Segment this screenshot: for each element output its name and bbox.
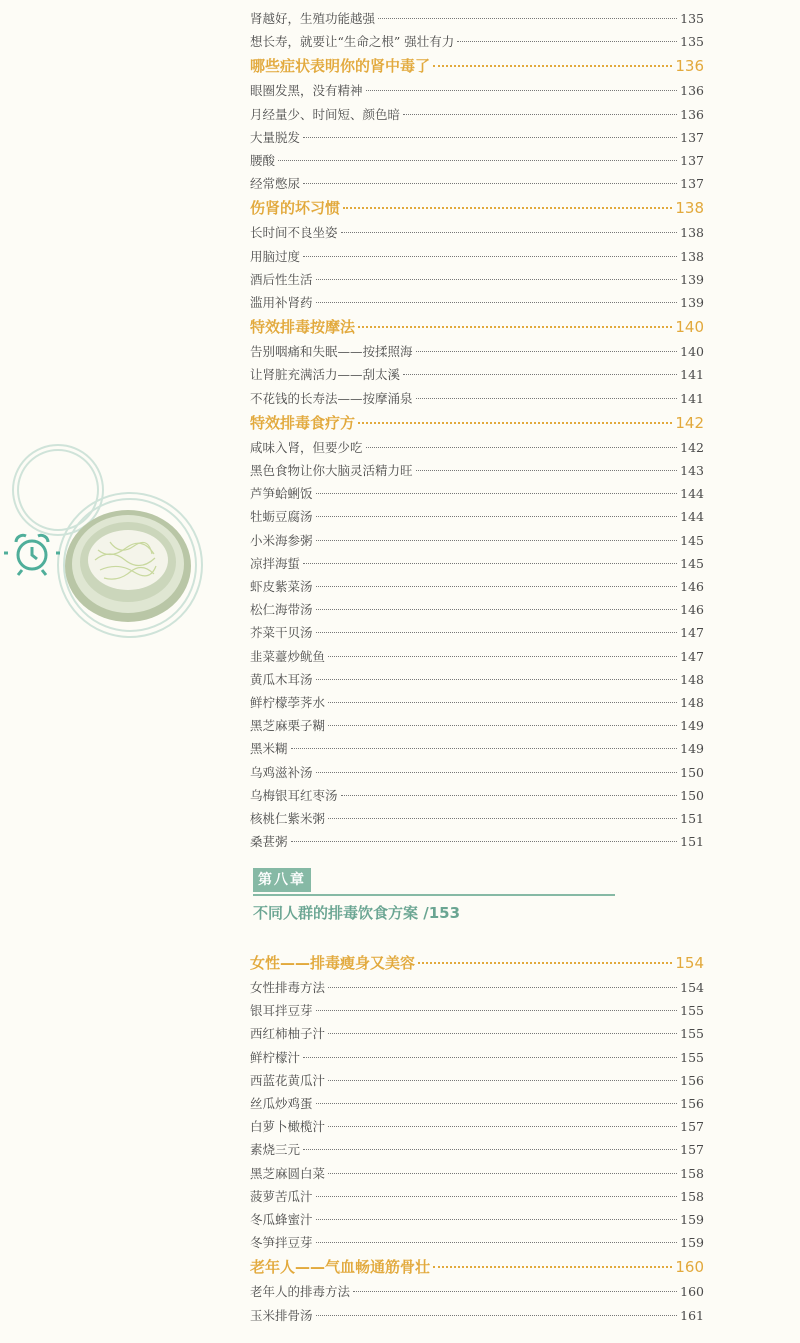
- dot-leader: [316, 302, 678, 303]
- dot-leader: [303, 256, 677, 257]
- dot-leader: [316, 609, 678, 610]
- entry-title: 黑芝麻栗子糊: [250, 718, 326, 734]
- entry-title: 月经量少、时间短、颜色暗: [250, 106, 401, 122]
- entry-title: 芦笋蛤蜊饭: [250, 486, 313, 502]
- page-number: 137: [680, 129, 704, 145]
- page-number: 150: [680, 787, 704, 803]
- toc-entry[interactable]: [250, 1208, 704, 1231]
- dot-leader: [316, 1196, 678, 1197]
- entry-title: 松仁海带汤: [250, 602, 313, 618]
- page-number: 147: [680, 648, 704, 664]
- entry-title: 芥菜干贝汤: [250, 625, 313, 641]
- entry-title: 让肾脏充满活力——刮太溪: [250, 367, 401, 383]
- dot-leader: [378, 18, 677, 19]
- entry-title: 鲜柠檬汁: [250, 1049, 301, 1065]
- toc-entry[interactable]: [250, 1162, 704, 1185]
- dot-leader: [316, 679, 678, 680]
- toc-entry[interactable]: [250, 529, 704, 552]
- chapter-rule: [253, 894, 615, 896]
- page-number: 147: [680, 625, 704, 641]
- toc-entry[interactable]: [250, 340, 704, 363]
- page-number: 156: [680, 1096, 704, 1111]
- entry-title: 黑色食物让你大脑灵活精力旺: [250, 463, 413, 478]
- page-number: 151: [680, 834, 704, 850]
- dot-leader: [328, 987, 677, 988]
- toc-entry[interactable]: [250, 999, 704, 1022]
- toc-entry[interactable]: [250, 668, 704, 691]
- toc-section[interactable]: [250, 1254, 704, 1280]
- dot-leader: [343, 207, 672, 209]
- toc-entry[interactable]: [250, 714, 704, 737]
- dot-leader: [341, 795, 678, 796]
- page-number: 149: [680, 718, 704, 734]
- page-number: 144: [680, 486, 704, 502]
- entry-title: 乌梅银耳红枣汤: [250, 787, 338, 803]
- dot-leader: [358, 422, 672, 424]
- entry-title: 不花钱的长寿法——按摩涌泉: [250, 390, 413, 406]
- dot-leader: [316, 1242, 678, 1243]
- page-number: 160: [675, 1258, 704, 1277]
- toc-entry[interactable]: [250, 552, 704, 575]
- page-number: 154: [680, 980, 704, 995]
- page-number: 141: [680, 390, 704, 406]
- dot-leader: [433, 1266, 672, 1268]
- entry-title: 桑葚粥: [250, 834, 288, 850]
- page-number: 159: [680, 1212, 704, 1227]
- page-number: 137: [680, 176, 704, 192]
- toc-entry[interactable]: [250, 30, 704, 53]
- page-number: 135: [680, 11, 704, 26]
- page-number: 136: [680, 83, 704, 99]
- entry-title: 韭菜薹炒鱿鱼: [250, 648, 326, 664]
- entry-title: 菠萝苦瓜汁: [250, 1188, 313, 1204]
- dot-leader: [316, 1010, 678, 1011]
- page-number: 158: [680, 1188, 704, 1204]
- entry-title: 黄瓜木耳汤: [250, 671, 313, 687]
- dot-leader: [457, 41, 677, 42]
- dot-leader: [416, 351, 678, 352]
- dot-leader: [303, 183, 677, 184]
- dot-leader: [316, 1219, 678, 1220]
- entry-title: 想长寿，就要让“生命之根” 强壮有力: [250, 34, 455, 50]
- dot-leader: [303, 137, 677, 138]
- toc-entry[interactable]: [250, 784, 704, 807]
- dot-leader: [418, 962, 672, 964]
- dot-leader: [403, 374, 677, 375]
- page-number: 142: [675, 413, 704, 432]
- dot-leader: [328, 725, 677, 726]
- dot-leader: [316, 1315, 678, 1316]
- dot-leader: [358, 326, 672, 328]
- entry-title: 白萝卜橄榄汁: [250, 1119, 326, 1135]
- dot-leader: [328, 1080, 677, 1081]
- plate-of-shredded-cabbage: [65, 510, 191, 622]
- entry-title: 黑芝麻圆白菜: [250, 1165, 326, 1181]
- entry-title: 核桃仁紫米粥: [250, 811, 326, 826]
- toc-entry[interactable]: [250, 126, 704, 149]
- dot-leader: [316, 540, 678, 541]
- page-number: 146: [680, 579, 704, 594]
- page-number: 146: [680, 602, 704, 618]
- dot-leader: [328, 1033, 677, 1034]
- entry-title: 丝瓜炒鸡蛋: [250, 1096, 313, 1111]
- dot-leader: [328, 1126, 677, 1127]
- toc-entry[interactable]: [250, 245, 704, 268]
- page-number: 155: [680, 1026, 704, 1042]
- entry-title: 小米海参粥: [250, 532, 313, 548]
- dot-leader: [303, 1149, 677, 1150]
- dot-leader: [433, 65, 672, 67]
- section-title: 老年人——气血畅通筋骨壮: [250, 1258, 431, 1277]
- dot-leader: [316, 1103, 678, 1104]
- toc-entry[interactable]: [250, 1138, 704, 1161]
- page-number: 142: [680, 439, 704, 455]
- toc-entry[interactable]: [250, 1304, 704, 1327]
- toc-entry[interactable]: [250, 1115, 704, 1138]
- entry-title: 老年人的排毒方法: [250, 1284, 351, 1300]
- dot-leader: [278, 160, 677, 161]
- page-number: 155: [680, 1003, 704, 1019]
- toc-entry[interactable]: [250, 149, 704, 172]
- page-number: 145: [680, 555, 704, 571]
- page-number: 155: [680, 1049, 704, 1065]
- entry-title: 玉米排骨汤: [250, 1307, 313, 1323]
- dot-leader: [316, 493, 678, 494]
- dot-leader: [403, 114, 677, 115]
- entry-title: 牡蛎豆腐汤: [250, 509, 313, 525]
- entry-title: 腰酸: [250, 153, 276, 168]
- entry-title: 肾越好，生殖功能越强: [250, 11, 376, 26]
- page-number: 136: [680, 106, 704, 122]
- page-number: 160: [680, 1284, 704, 1300]
- toc-entry[interactable]: [250, 79, 704, 102]
- page-number: 148: [680, 671, 704, 687]
- chapter-title: 不同人群的排毒饮食方案 /153: [253, 904, 461, 922]
- entry-title: 眼圈发黑，没有精神: [250, 83, 363, 99]
- section-title: 女性——排毒瘦身又美容: [250, 954, 416, 972]
- toc-entry[interactable]: [250, 645, 704, 668]
- entry-title: 西红柿柚子汁: [250, 1026, 326, 1042]
- toc-entry[interactable]: [250, 807, 704, 830]
- toc-entry[interactable]: [250, 387, 704, 410]
- entry-title: 用脑过度: [250, 248, 301, 264]
- dot-leader: [416, 398, 678, 399]
- section-title: 哪些症状表明你的肾中毒了: [250, 57, 431, 76]
- dot-leader: [366, 447, 678, 448]
- section-title: 特效排毒按摩法: [250, 318, 356, 337]
- entry-title: 冬瓜蜂蜜汁: [250, 1212, 313, 1227]
- dot-leader: [341, 232, 678, 233]
- chapter-badge: 第八章: [253, 868, 311, 892]
- toc-section[interactable]: [250, 53, 704, 79]
- dot-leader: [316, 279, 678, 280]
- toc-entry[interactable]: [250, 761, 704, 784]
- page-number: 151: [680, 811, 704, 826]
- toc-entry[interactable]: [250, 1069, 704, 1092]
- dot-leader: [316, 632, 678, 633]
- page-number: 157: [680, 1119, 704, 1135]
- toc-entry[interactable]: [250, 1280, 704, 1303]
- page-number: 145: [680, 532, 704, 548]
- toc-entry[interactable]: [250, 691, 704, 714]
- toc-entry[interactable]: [250, 459, 704, 482]
- page-number: 140: [675, 318, 704, 337]
- toc-entry[interactable]: [250, 436, 704, 459]
- dot-leader: [328, 656, 677, 657]
- dot-leader: [316, 516, 678, 517]
- toc-entry[interactable]: [250, 575, 704, 598]
- toc-entry[interactable]: [250, 1231, 704, 1254]
- entry-title: 女性排毒方法: [250, 980, 326, 995]
- entry-title: 告别咽痛和失眠——按揉照海: [250, 344, 413, 360]
- page-number: 137: [680, 153, 704, 168]
- toc-entry[interactable]: [250, 1092, 704, 1115]
- toc-entry[interactable]: [250, 363, 704, 386]
- alarm-clock-icon: [4, 535, 60, 575]
- entry-title: 大量脱发: [250, 129, 301, 145]
- entry-title: 鲜柠檬荸荠水: [250, 695, 326, 710]
- entry-title: 虾皮紫菜汤: [250, 579, 313, 594]
- entry-title: 西蓝花黄瓜汁: [250, 1072, 326, 1088]
- toc-entry[interactable]: [250, 737, 704, 760]
- dot-leader: [328, 1173, 677, 1174]
- toc-entry[interactable]: [250, 7, 704, 30]
- page-number: 150: [680, 764, 704, 780]
- page-number: 135: [680, 34, 704, 50]
- toc-entry[interactable]: [250, 172, 704, 195]
- page-number: 154: [675, 954, 704, 972]
- dot-leader: [316, 772, 678, 773]
- page-number: 159: [680, 1235, 704, 1251]
- toc-entry[interactable]: [250, 103, 704, 126]
- section-title: 伤肾的坏习惯: [250, 199, 341, 218]
- toc-entry[interactable]: [250, 830, 704, 853]
- page-number: 148: [680, 695, 704, 710]
- dot-leader: [366, 90, 678, 91]
- page-number: 156: [680, 1072, 704, 1088]
- page-number: 139: [680, 295, 704, 310]
- toc-section[interactable]: [250, 950, 704, 976]
- decorative-illustration: [0, 430, 230, 660]
- entry-title: 凉拌海蜇: [250, 555, 301, 571]
- entry-title: 经常憋尿: [250, 176, 301, 192]
- dot-leader: [328, 818, 677, 819]
- entry-title: 滥用补肾药: [250, 295, 313, 310]
- toc-entry[interactable]: [250, 1046, 704, 1069]
- toc-entry[interactable]: [250, 221, 704, 244]
- page-number: 149: [680, 741, 704, 757]
- dot-leader: [353, 1291, 677, 1292]
- page-number: 158: [680, 1165, 704, 1181]
- toc-section[interactable]: [250, 314, 704, 340]
- dot-leader: [316, 586, 678, 587]
- toc-entry[interactable]: [250, 1022, 704, 1045]
- dot-leader: [416, 470, 678, 471]
- page-number: 140: [680, 344, 704, 360]
- entry-title: 素烧三元: [250, 1142, 301, 1158]
- section-title: 特效排毒食疗方: [250, 413, 356, 432]
- dot-leader: [303, 563, 677, 564]
- entry-title: 乌鸡滋补汤: [250, 764, 313, 780]
- page-number: 138: [680, 248, 704, 264]
- entry-title: 冬笋拌豆芽: [250, 1235, 313, 1251]
- toc-entry[interactable]: [250, 268, 704, 291]
- page-number: 157: [680, 1142, 704, 1158]
- toc-section[interactable]: [250, 410, 704, 436]
- toc-entry[interactable]: [250, 621, 704, 644]
- toc-entry[interactable]: [250, 976, 704, 999]
- toc-entry[interactable]: [250, 291, 704, 314]
- dot-leader: [291, 841, 678, 842]
- page-number: 138: [680, 225, 704, 241]
- entry-title: 银耳拌豆芽: [250, 1003, 313, 1019]
- entry-title: 咸味入肾，但要少吃: [250, 439, 363, 455]
- dot-leader: [328, 702, 677, 703]
- entry-title: 酒后性生活: [250, 271, 313, 287]
- toc-entry[interactable]: [250, 598, 704, 621]
- toc-entry[interactable]: [250, 505, 704, 528]
- page-number: 141: [680, 367, 704, 383]
- dot-leader: [291, 748, 678, 749]
- entry-title: 长时间不良坐姿: [250, 225, 338, 241]
- page-number: 138: [675, 199, 704, 218]
- page-number: 136: [675, 57, 704, 76]
- toc-entry[interactable]: [250, 482, 704, 505]
- page-number: 143: [680, 463, 704, 478]
- toc-section[interactable]: [250, 195, 704, 221]
- page-number: 139: [680, 271, 704, 287]
- entry-title: 黑米糊: [250, 741, 288, 757]
- toc-entry[interactable]: [250, 1185, 704, 1208]
- page-number: 144: [680, 509, 704, 525]
- page-number: 161: [680, 1307, 704, 1323]
- dot-leader: [303, 1057, 677, 1058]
